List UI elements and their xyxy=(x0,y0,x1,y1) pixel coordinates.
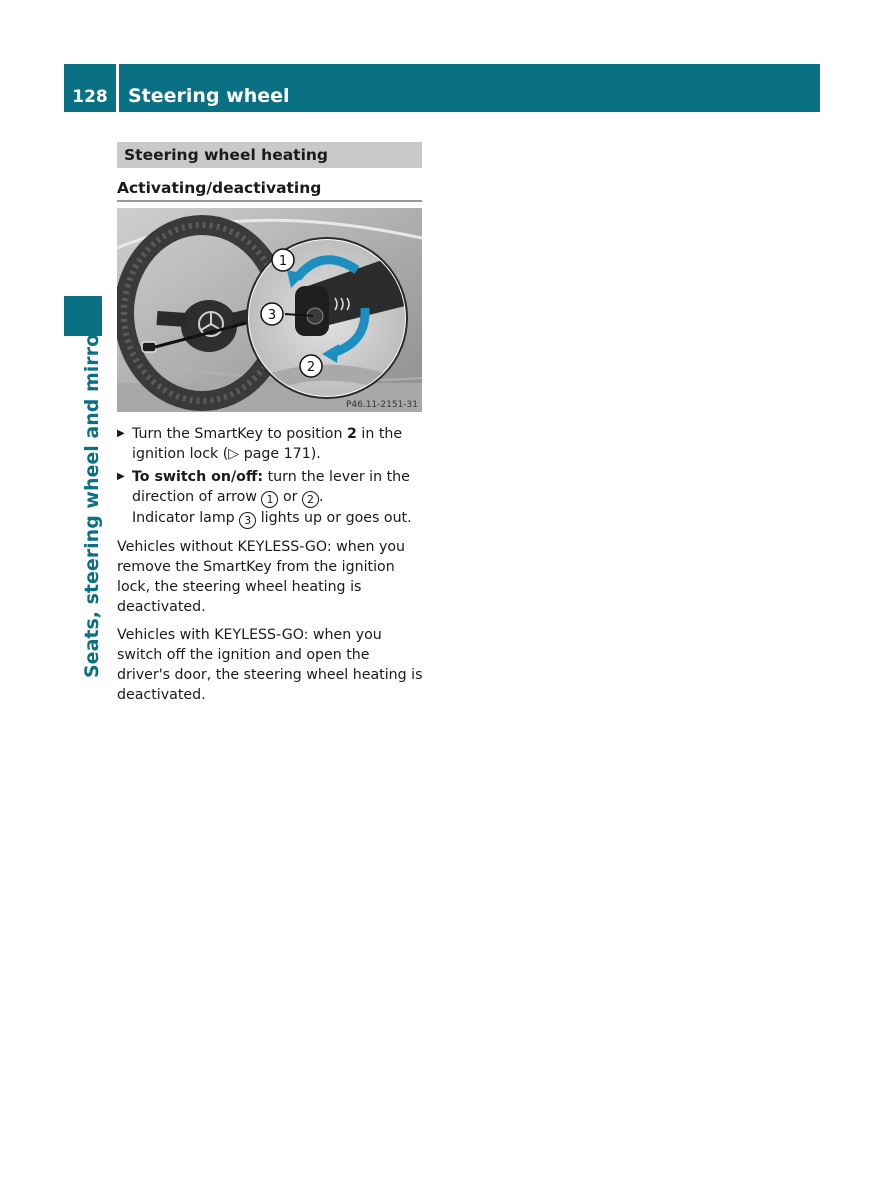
circled-number: 2 xyxy=(302,491,319,508)
section-title: Steering wheel heating xyxy=(117,142,422,168)
instructions xyxy=(117,424,427,705)
paragraph-with-keyless: Vehicles with KEYLESS-GO: when you switch off the ignition and open the driver's door, the steering wheel heating is deactivated. xyxy=(117,627,423,703)
page-reference-icon: ▷ xyxy=(228,446,240,462)
callout-1 xyxy=(272,249,294,271)
page-number: 128 xyxy=(72,87,108,107)
circled-number: 1 xyxy=(261,491,278,508)
svg-text:2: 2 xyxy=(306,360,316,375)
steering-wheel-figure xyxy=(117,208,422,412)
callout-3 xyxy=(261,303,283,325)
header-separator xyxy=(116,64,119,112)
callout-2 xyxy=(300,355,322,377)
side-tab-label: Seats, steering wheel and mirrors xyxy=(81,313,103,678)
bullet-arrow-icon: ▶ xyxy=(117,471,125,482)
paragraph-without-keyless: Vehicles without KEYLESS-GO: when you remove the SmartKey from the ignition lock, the steering wheel heating is deactivated. xyxy=(117,539,406,615)
subheading: Activating/deactivating xyxy=(117,178,422,202)
instruction-step-1: ▶ Turn the SmartKey to position 2 in the ignition lock (▷ page 171). xyxy=(117,426,403,462)
svg-text:1: 1 xyxy=(278,254,288,269)
figure-code: P46.11-2151-31 xyxy=(345,400,418,410)
instruction-step-2: ▶ To switch on/off: turn the lever in the direction of arrow 1 or 2 . Indicator lamp 3 lights up or goes out. xyxy=(117,469,412,527)
page-title: Steering wheel xyxy=(128,85,290,107)
circled-number: 3 xyxy=(239,512,256,529)
svg-text:3: 3 xyxy=(267,308,277,323)
bullet-arrow-icon: ▶ xyxy=(117,428,125,439)
